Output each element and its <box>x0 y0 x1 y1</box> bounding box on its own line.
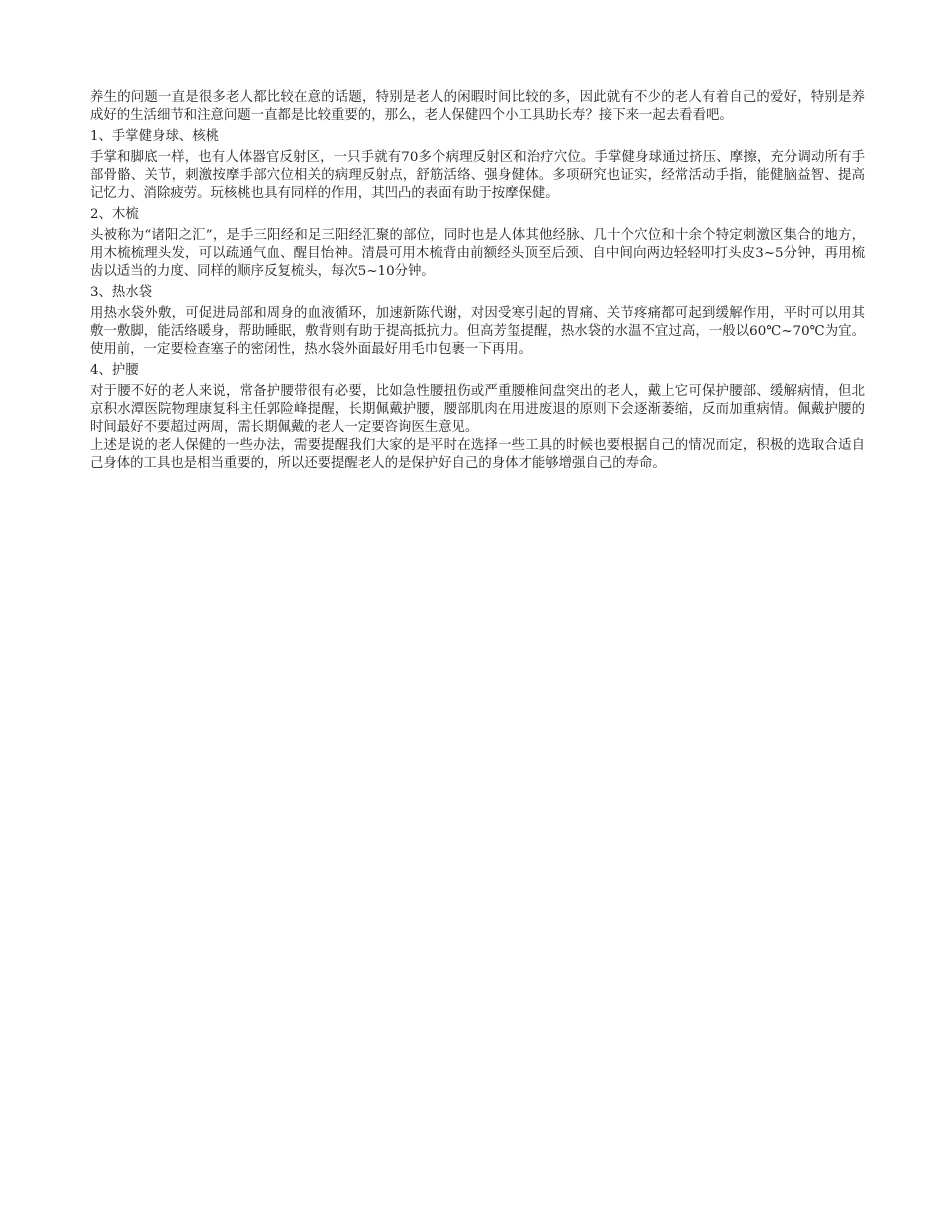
section-body-4: 对于腰不好的老人来说，常备护腰带很有必要，比如急性腰扭伤或严重腰椎间盘突出的老人，戴上它可保护腰部、缓解病情，但北京积水潭医院物理康复科主任郭险峰提醒，长期佩戴护腰，腰部肌肉在用进废退的原则下会逐渐萎缩，反而加重病情。佩戴护腰的时间最好不要超过两周，需长期佩戴的老人一定要咨询医生意见。 <box>90 384 865 435</box>
section-heading-2: 2、木梳 <box>90 207 139 222</box>
section-body-1: 手掌和脚底一样，也有人体器官反射区，一只手就有70多个病理反射区和治疗穴位。手掌健身球通过挤压、摩擦，充分调动所有手部骨骼、关节，刺激按摩手部穴位相关的病理反射点，舒筋活络、强身健体。多项研究也证实，经常活动手指，能健脑益智、提高记忆力、消除疲劳。玩核桃也具有同样的作用，其凹凸的表面有助于按摩保健。 <box>90 150 865 201</box>
section-heading-3: 3、热水袋 <box>90 285 153 300</box>
section-body-2: 头被称为“诸阳之汇”，是手三阳经和足三阳经汇聚的部位，同时也是人体其他经脉、几十个穴位和十余个特定刺激区集合的地方，用木梳梳理头发，可以疏通气血、醒目怡神。清晨可用木梳背由前额经头顶至后颈、自中间向两边轻轻叩打头皮3~5分钟，再用梳齿以适当的力度、同样的顺序反复梳头，每次5~10分钟。 <box>90 228 865 279</box>
document-page <box>90 89 865 473</box>
section-body-3: 用热水袋外敷，可促进局部和周身的血液循环，加速新陈代谢，对因受寒引起的胃痛、关节疼痛都可起到缓解作用，平时可以用其敷一敷脚，能活络暖身，帮助睡眠，敷背则有助于提高抵抗力。但高芳玺提醒，热水袋的水温不宜过高，一般以60℃~70℃为宜。使用前，一定要检查塞子的密闭性，热水袋外面最好用毛巾包裹一下再用。 <box>90 306 865 357</box>
section-heading-1: 1、手掌健身球、核桃 <box>90 129 220 144</box>
conclusion-paragraph: 上述是说的老人保健的一些办法，需要提醒我们大家的是平时在选择一些工具的时候也要根据自己的情况而定，积极的选取合适自己身体的工具也是相当重要的，所以还要提醒老人的是保护好自己的身体才能够增强自己的寿命。 <box>90 438 865 471</box>
section-heading-4: 4、护腰 <box>90 363 139 378</box>
intro-paragraph: 养生的问题一直是很多老人都比较在意的话题，特别是老人的闲暇时间比较的多，因此就有不少的老人有着自己的爱好，特别是养成好的生活细节和注意问题一直都是比较重要的，那么，老人保健四个小工具助长寿？接下来一起去看看吧。 <box>90 90 865 123</box>
